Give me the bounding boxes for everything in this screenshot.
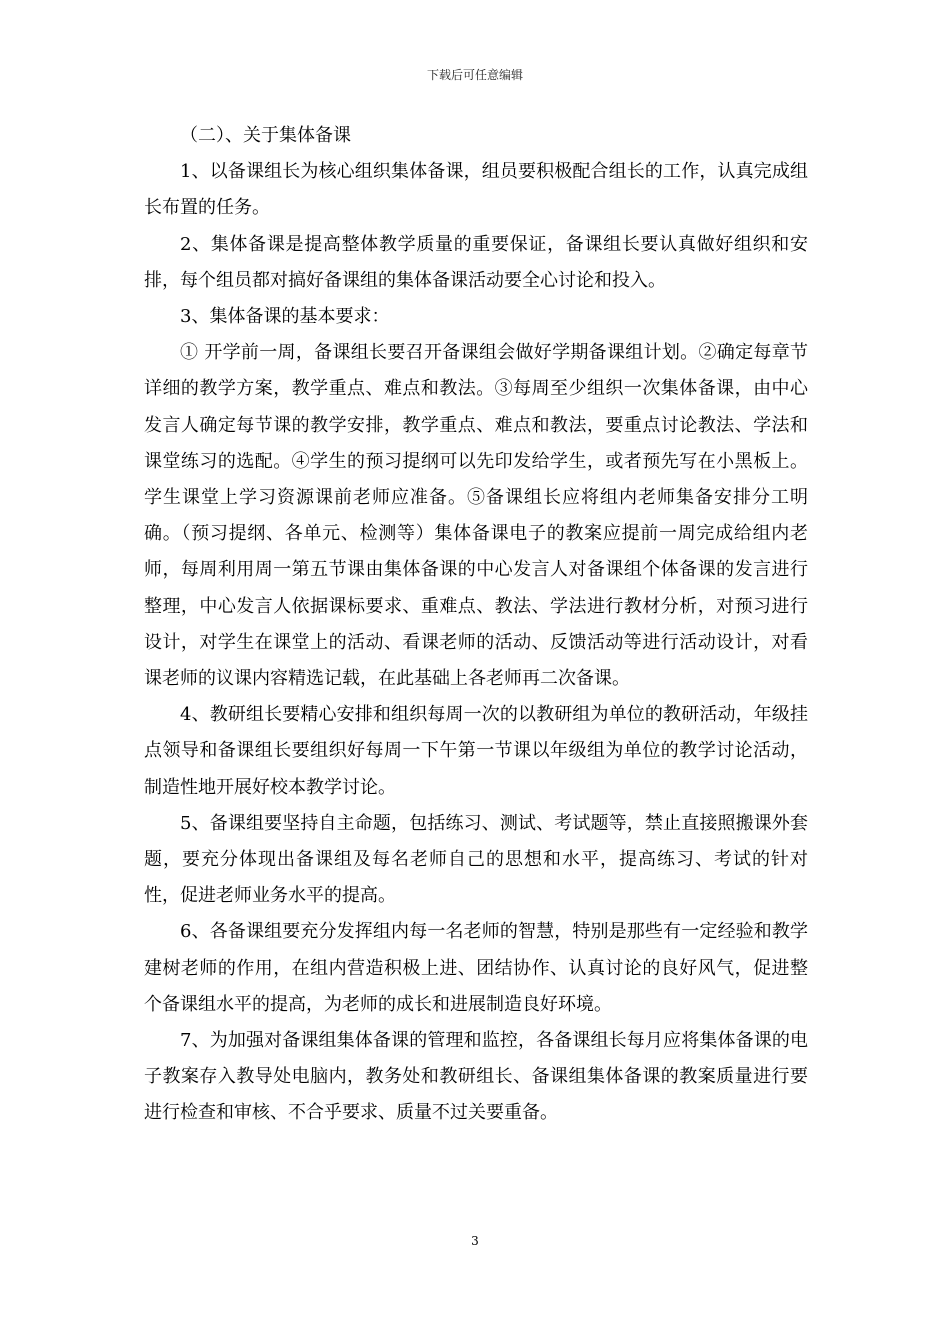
paragraph-item-3: 3、集体备课的基本要求： <box>180 306 390 328</box>
section-heading: （二）、关于集体备课 <box>180 125 351 146</box>
paragraph-item-1: 1、以备课组长为核心组织集体备课，组员要积极配合组长的工作，认真完成组长布置的任务。 <box>144 161 808 219</box>
paragraph-item-7: 7、为加强对备课组集体备课的管理和监控，各备课组长每月应将集体备课的电子教案存入教导处电脑内，教务处和教研组长、备课组集体备课的教案质量进行要进行检查和审核、不合乎要求、质量不过关要重备。 <box>144 1030 808 1124</box>
document-body <box>144 118 808 1132</box>
paragraph-item-5: 5、备课组要坚持自主命题，包括练习、测试、考试题等，禁止直接照搬课外套题，要充分体现出备课组及每名老师自己的思想和水平，提高练习、考试的针对性，促进老师业务水平的提高。 <box>144 812 808 907</box>
page-number: 3 <box>471 1234 479 1248</box>
paragraph-basic-requirements: ① 开学前一周，备课组长要召开备课组会做好学期备课组计划。②确定每章节详细的教学方案，教学重点、难点和教法。③每周至少组织一次集体备课，由中心发言人确定每节课的教学安排，教学重点、难点和教法，要重点讨论教法、学法和课堂练习的选配。④学生的预习提纲可以先印发给学生，或者预先写在小黑板上。学生课堂上学习资源课前老师应准备。⑤备课组长应将组内老师集备安排分工明确。（预习提纲、各单元、检测等）集体备课电子的教案应提前一周完成给组内老师，每周利用周一第五节课由集体备课的中心发言人对备课组个体备课的发言进行整理，中心发言人依据课标要求、重难点、教法、学法进行教材分析，对预习进行设计，对学生在课堂上的活动、看课老师的活动、反馈活动等进行活动设计，对看课老师的议课内容精选记载，在此基础上各老师再二次备课。 <box>144 342 808 690</box>
paragraph-item-2: 2、集体备课是提高整体教学质量的重要保证，备课组长要认真做好组织和安排，每个组员都对搞好备课组的集体备课活动要全心讨论和投入。 <box>144 233 808 291</box>
paragraph-item-6: 6、各备课组要充分发挥组内每一名老师的智慧，特别是那些有一定经验和教学建树老师的作用，在组内营造积极上进、团结协作、认真讨论的良好风气，促进整个备课组水平的提高，为老师的成长和进展制造良好环境。 <box>144 921 808 1015</box>
page-header: 下载后可任意编辑 <box>426 68 523 82</box>
paragraph-item-4: 4、教研组长要精心安排和组织每周一次的以教研组为单位的教研活动，年级挂点领导和备课组长要组织好每周一下午第一节课以年级组为单位的教学讨论活动，制造性地开展好校本教学讨论。 <box>144 704 808 798</box>
